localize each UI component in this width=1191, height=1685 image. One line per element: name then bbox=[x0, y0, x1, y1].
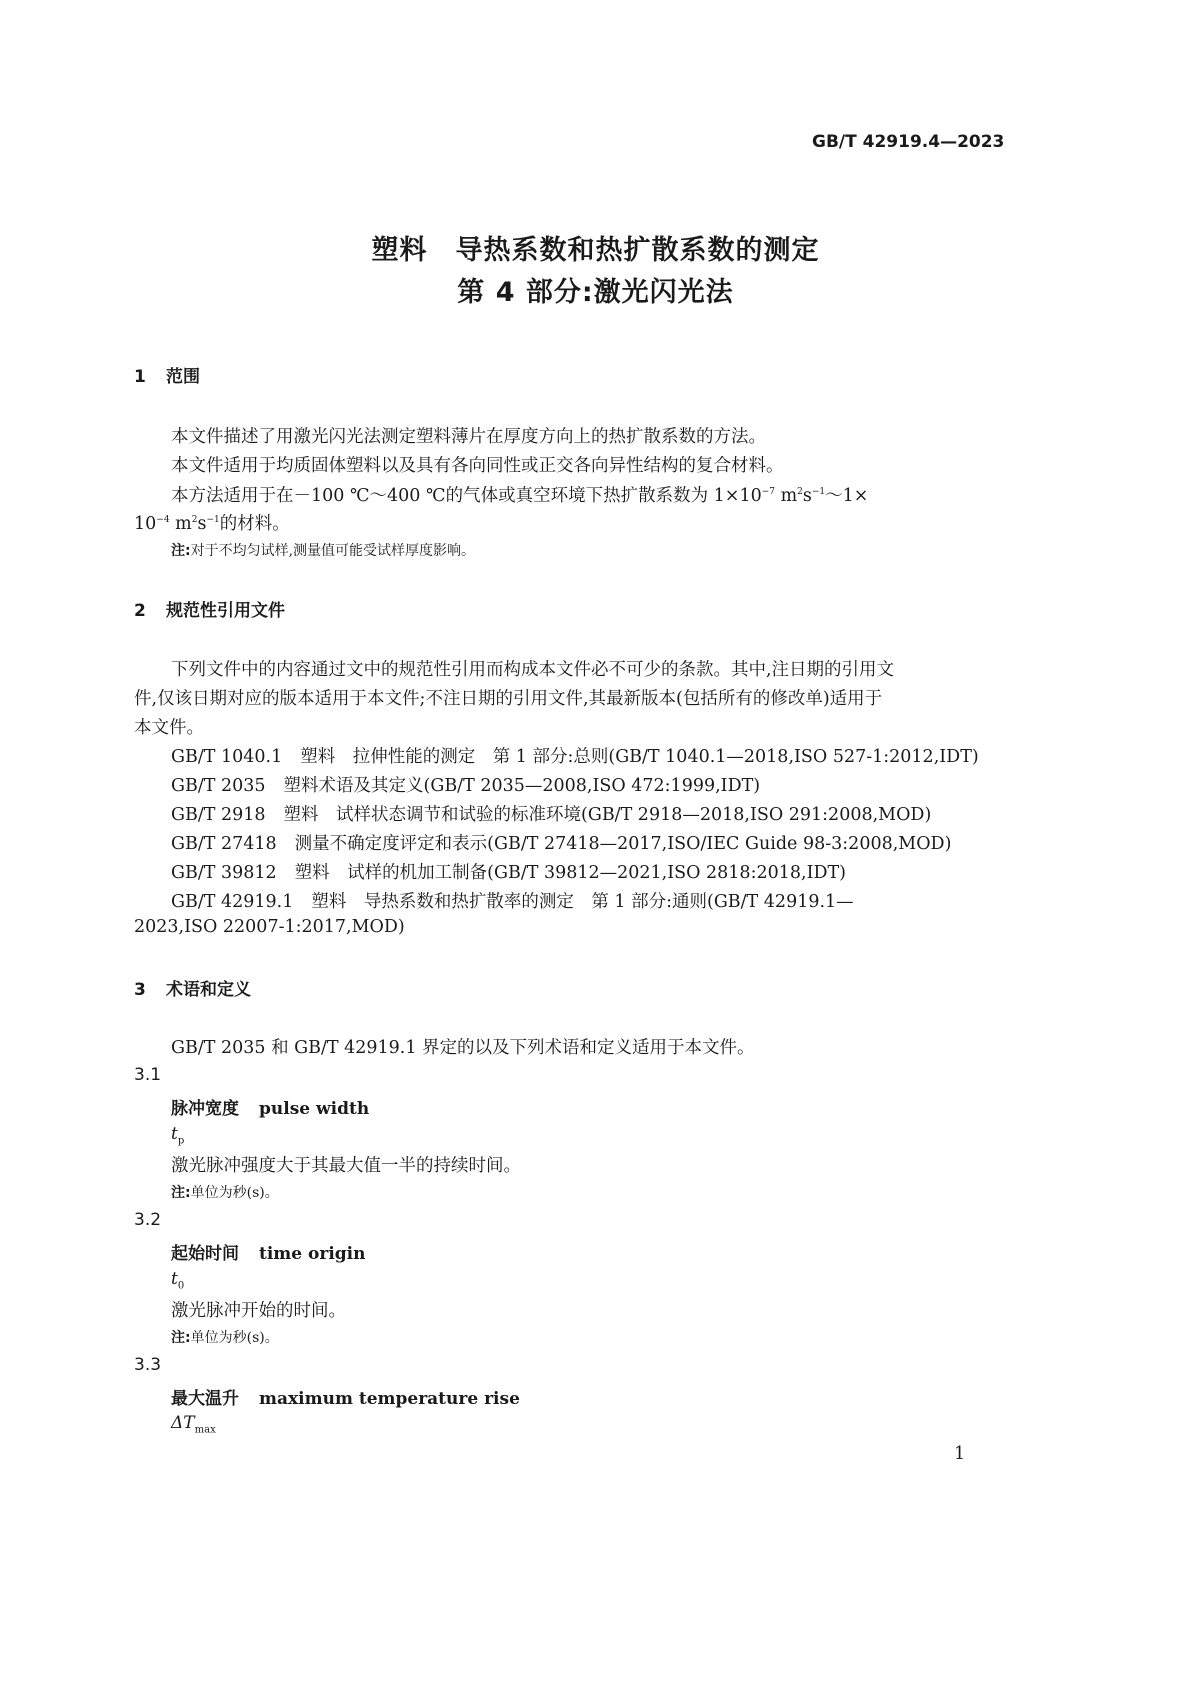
term-english: time origin bbox=[259, 1244, 366, 1264]
exponent: −1 bbox=[811, 487, 826, 498]
scope-paragraph-3-line-1 bbox=[171, 482, 868, 507]
term-note bbox=[171, 1182, 279, 1202]
term-definition: 激光脉冲强度大于其最大值一半的持续时间。 bbox=[171, 1156, 521, 1176]
text-run: m bbox=[775, 486, 798, 506]
term-symbol bbox=[171, 1124, 184, 1146]
term-number: 3.1 bbox=[134, 1065, 162, 1085]
scope-paragraph-1: 本文件描述了用激光闪光法测定塑料薄片在厚度方向上的热扩散系数的方法。 bbox=[171, 427, 766, 447]
section-number: 2 bbox=[134, 601, 146, 621]
page-number: 1 bbox=[954, 1444, 966, 1464]
reference-title: 测量不确定度评定和表示(GB/T 27418—2017,ISO/IEC Guide 98-3:2008,MOD) bbox=[294, 834, 952, 854]
note-text: 单位为秒(s)。 bbox=[190, 1185, 279, 1201]
note-label: 注: bbox=[171, 543, 191, 559]
section-1-heading bbox=[134, 362, 200, 387]
exponent: −4 bbox=[156, 515, 170, 526]
term-chinese: 脉冲宽度 bbox=[171, 1099, 239, 1119]
reference-item bbox=[171, 859, 846, 884]
term-symbol bbox=[171, 1269, 184, 1291]
section-number: 1 bbox=[134, 367, 146, 387]
term-heading bbox=[171, 1239, 366, 1264]
term-english: maximum temperature rise bbox=[259, 1389, 520, 1409]
section-number: 3 bbox=[134, 980, 146, 1000]
term-definition: 激光脉冲开始的时间。 bbox=[171, 1301, 346, 1321]
term-number: 3.3 bbox=[134, 1355, 162, 1375]
reference-code: GB/T 39812 bbox=[171, 863, 277, 883]
symbol-base: t bbox=[171, 1124, 178, 1144]
reference-code: GB/T 2918 bbox=[171, 805, 266, 825]
term-chinese: 最大温升 bbox=[171, 1389, 239, 1409]
exponent: −1 bbox=[206, 515, 220, 526]
reference-title: 塑料 试样的机加工制备(GB/T 39812—2021,ISO 2818:2018,IDT) bbox=[294, 863, 847, 883]
term-symbol bbox=[171, 1413, 216, 1435]
term-note bbox=[171, 1327, 279, 1347]
reference-title: 塑料 拉伸性能的测定 第 1 部分:总则(GB/T 1040.1—2018,ISO 527-1:2012,IDT) bbox=[300, 747, 979, 767]
term-heading bbox=[171, 1094, 369, 1119]
note-label: 注: bbox=[171, 1185, 191, 1201]
text-run: 的材料。 bbox=[219, 514, 290, 534]
terms-intro: GB/T 2035 和 GB/T 42919.1 界定的以及下列术语和定义适用于本文件。 bbox=[171, 1038, 755, 1058]
reference-item bbox=[171, 743, 979, 768]
exponent: 2 bbox=[797, 487, 803, 498]
reference-code: GB/T 42919.1 bbox=[171, 892, 294, 912]
reference-title: 塑料术语及其定义(GB/T 2035—2008,ISO 472:1999,IDT) bbox=[283, 776, 761, 796]
section-title: 范围 bbox=[166, 367, 200, 387]
reference-item bbox=[171, 888, 854, 913]
symbol-subscript: 0 bbox=[177, 1280, 185, 1292]
text-run: s bbox=[802, 486, 812, 506]
references-intro-line-1: 下列文件中的内容通过文中的规范性引用而构成本文件必不可少的条款。其中,注日期的引用文 bbox=[171, 660, 895, 680]
reference-item bbox=[171, 801, 931, 826]
reference-item-continuation: 2023,ISO 22007-1:2017,MOD) bbox=[134, 917, 405, 937]
term-english: pulse width bbox=[259, 1099, 370, 1119]
reference-item bbox=[171, 830, 951, 855]
references-intro-line-3: 本文件。 bbox=[134, 718, 204, 738]
scope-note bbox=[171, 540, 475, 560]
text-run: m bbox=[169, 514, 192, 534]
scope-paragraph-3-line-2 bbox=[134, 510, 290, 535]
symbol-subscript: p bbox=[177, 1135, 185, 1147]
note-label: 注: bbox=[171, 1330, 191, 1346]
reference-code: GB/T 27418 bbox=[171, 834, 277, 854]
symbol-base: ΔT bbox=[171, 1413, 195, 1433]
text-run: 10 bbox=[134, 514, 157, 534]
reference-item bbox=[171, 772, 760, 797]
reference-title: 塑料 试样状态调节和试验的标准环境(GB/T 2918—2018,ISO 291:2008,MOD) bbox=[283, 805, 932, 825]
title-line-2: 第 4 部分:激光闪光法 bbox=[457, 277, 734, 308]
section-2-heading bbox=[134, 596, 285, 621]
symbol-subscript: max bbox=[194, 1424, 216, 1436]
reference-code: GB/T 1040.1 bbox=[171, 747, 283, 767]
section-3-heading bbox=[134, 975, 251, 1000]
term-chinese: 起始时间 bbox=[171, 1244, 239, 1264]
term-heading bbox=[171, 1384, 520, 1409]
section-title: 规范性引用文件 bbox=[166, 601, 285, 621]
references-intro-line-2: 件,仅该日期对应的版本适用于本文件;不注日期的引用文件,其最新版本(包括所有的修改单)适用于 bbox=[134, 689, 883, 709]
note-text: 单位为秒(s)。 bbox=[190, 1330, 279, 1346]
note-text: 对于不均匀试样,测量值可能受试样厚度影响。 bbox=[190, 543, 476, 559]
text-run: ～1× bbox=[825, 486, 869, 506]
reference-title: 塑料 导热系数和热扩散率的测定 第 1 部分:通则(GB/T 42919.1— bbox=[311, 892, 854, 912]
section-title: 术语和定义 bbox=[166, 980, 251, 1000]
scope-paragraph-2: 本文件适用于均质固体塑料以及具有各向同性或正交各向异性结构的复合材料。 bbox=[171, 456, 784, 476]
exponent: −7 bbox=[761, 487, 775, 498]
symbol-base: t bbox=[171, 1269, 178, 1289]
document-number: GB/T 42919.4—2023 bbox=[812, 132, 1005, 152]
text-run: s bbox=[197, 514, 207, 534]
exponent: 2 bbox=[191, 515, 198, 526]
text-run: 本方法适用于在－100 ℃～400 ℃的气体或真空环境下热扩散系数为 1×10 bbox=[171, 486, 762, 506]
term-number: 3.2 bbox=[134, 1210, 162, 1230]
title-line-1: 塑料 导热系数和热扩散系数的测定 bbox=[371, 235, 820, 266]
reference-code: GB/T 2035 bbox=[171, 776, 266, 796]
